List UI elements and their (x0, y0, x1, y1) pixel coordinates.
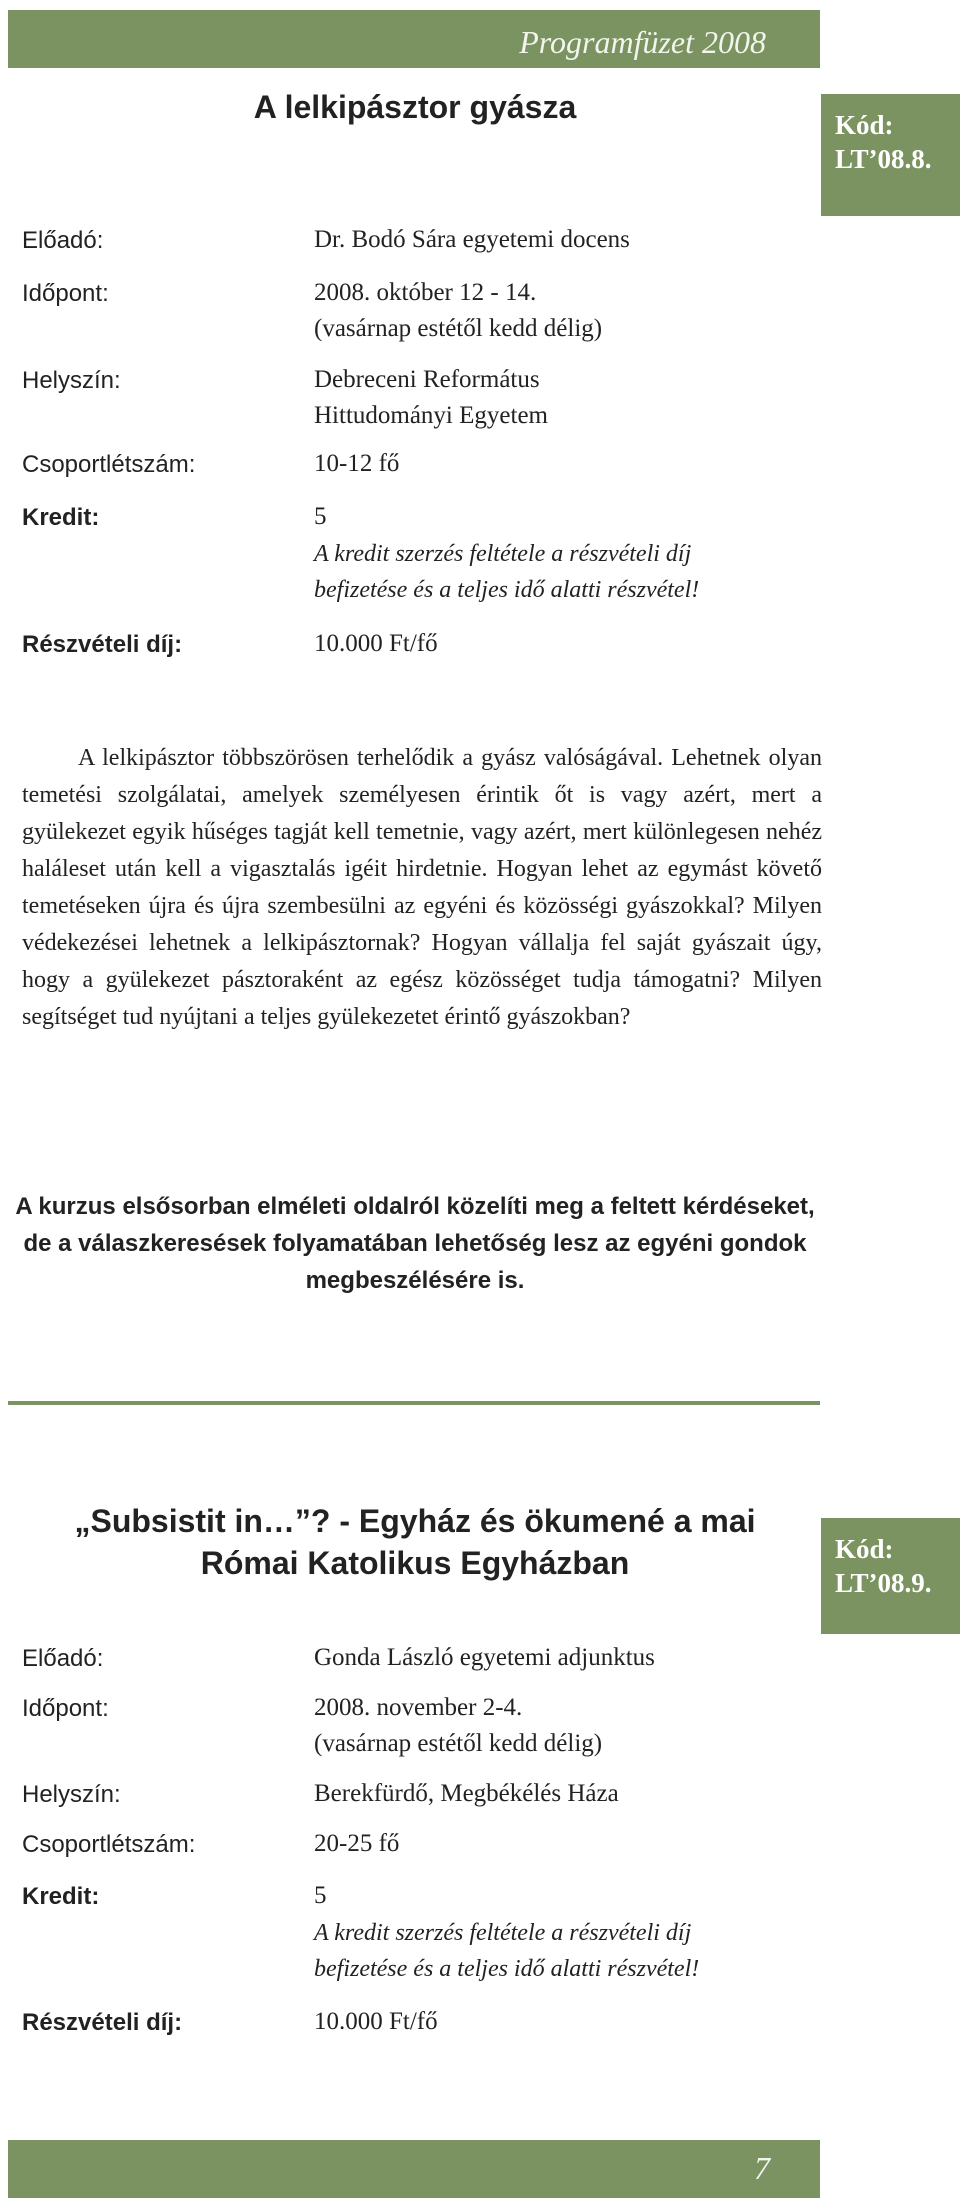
course-1-code: LT’08.8. (835, 144, 932, 174)
course-1-description: A lelkipásztor többszörösen terhelődik a gyász valóságával. Lehetnek olyan temetési szolgálatai, amelyek személyesen érintik őt is vagy azért, mert a gyülekezet egyik hűséges tagját kell temetnie, vagy azért, mert különlegesen nehéz haláleset után kell a vigasztalás igéit hirdetnie. Hogyan lehet az egymást követő temetéseken újra és újra szembesülni az egyéni és közösségi gyászokkal? Milyen védekezései lehetnek a lelkipásztornak? Hogyan vállalja fel saját gyászait úgy, hogy a gyülekezet pásztoraként az egész közösséget tudja támogatni? Milyen segítséget tud nyújtani a teljes gyülekezetet érintő gyászokban? (22, 745, 822, 1030)
course-2-credit-label: Kredit: (22, 1883, 100, 1910)
section-divider (8, 1401, 820, 1405)
course-1-title (10, 86, 820, 128)
course-1-code-box (821, 94, 960, 216)
course-2-group-label: Csoportlétszám: (22, 1831, 196, 1858)
course-2-place: Berekfürdő, Megbékélés Háza (314, 1780, 619, 1807)
course-1-time: 2008. október 12 - 14. (314, 279, 537, 306)
course-2-time-label: Időpont: (22, 1695, 109, 1722)
course-2-credit-note: A kredit szerzés feltétele a részvételi díj befizetése és a teljes idő alatti részvétel! (314, 1920, 700, 1982)
course-1-place-label: Helyszín: (22, 367, 121, 394)
course-2-group: 20-25 fő (314, 1830, 400, 1857)
course-2-code: LT’08.9. (835, 1568, 932, 1598)
course-2-fee-label: Részvételi díj: (22, 2009, 183, 2036)
page-number: 7 (754, 2150, 770, 2186)
course-1-credit-note: A kredit szerzés feltétele a részvételi díj befizetése és a teljes idő alatti részvétel! (314, 541, 700, 603)
course-2-title (10, 1500, 820, 1584)
course-1-emphasis: A kurzus elsősorban elméleti oldalról közelíti meg a feltett kérdéseket, de a válaszkeresések folyamatában lehetőség lesz az egyéni gondok megbeszélésére is. (15, 1193, 815, 1294)
course-1-place-line-2: Hittudományi Egyetem (314, 402, 548, 429)
course-2-fee: 10.000 Ft/fő (314, 2008, 438, 2035)
course-1-lecturer: Dr. Bodó Sára egyetemi docens (314, 226, 630, 253)
course-2-code-label: Kód: (835, 1534, 894, 1564)
course-1-group: 10-12 fő (314, 450, 400, 477)
running-title: Programfüzet 2008 (519, 24, 766, 60)
course-2-code-box (821, 1518, 960, 1634)
course-1-credit-label: Kredit: (22, 504, 100, 531)
course-2-lecturer: Gonda László egyetemi adjunktus (314, 1644, 655, 1671)
course-1-place-line-1: Debreceni Református (314, 366, 540, 393)
course-2-time: 2008. november 2-4. (314, 1694, 523, 1721)
course-1-lecturer-label: Előadó: (22, 227, 104, 254)
course-1-title-line: A lelkipásztor gyásza (253, 89, 577, 125)
course-1-credit: 5 (314, 503, 327, 530)
course-1-code-label: Kód: (835, 110, 894, 140)
course-2-title-line-2: Római Katolikus Egyházban (200, 1545, 630, 1581)
course-1-time-label: Időpont: (22, 280, 109, 307)
course-2-title-line-1: „Subsistit in…”? - Egyház és ökumené a mai (74, 1503, 756, 1539)
course-1-fee-label: Részvételi díj: (22, 631, 183, 658)
course-2-place-label: Helyszín: (22, 1781, 121, 1808)
footer-band (8, 2140, 820, 2198)
course-2-lecturer-label: Előadó: (22, 1645, 104, 1672)
course-1-time-note: (vasárnap estétől kedd délig) (314, 315, 603, 342)
header-band (8, 10, 820, 68)
course-2-time-note: (vasárnap estétől kedd délig) (314, 1730, 603, 1757)
course-1-fee: 10.000 Ft/fő (314, 630, 438, 657)
course-1-group-label: Csoportlétszám: (22, 451, 196, 478)
course-2-credit: 5 (314, 1882, 327, 1909)
